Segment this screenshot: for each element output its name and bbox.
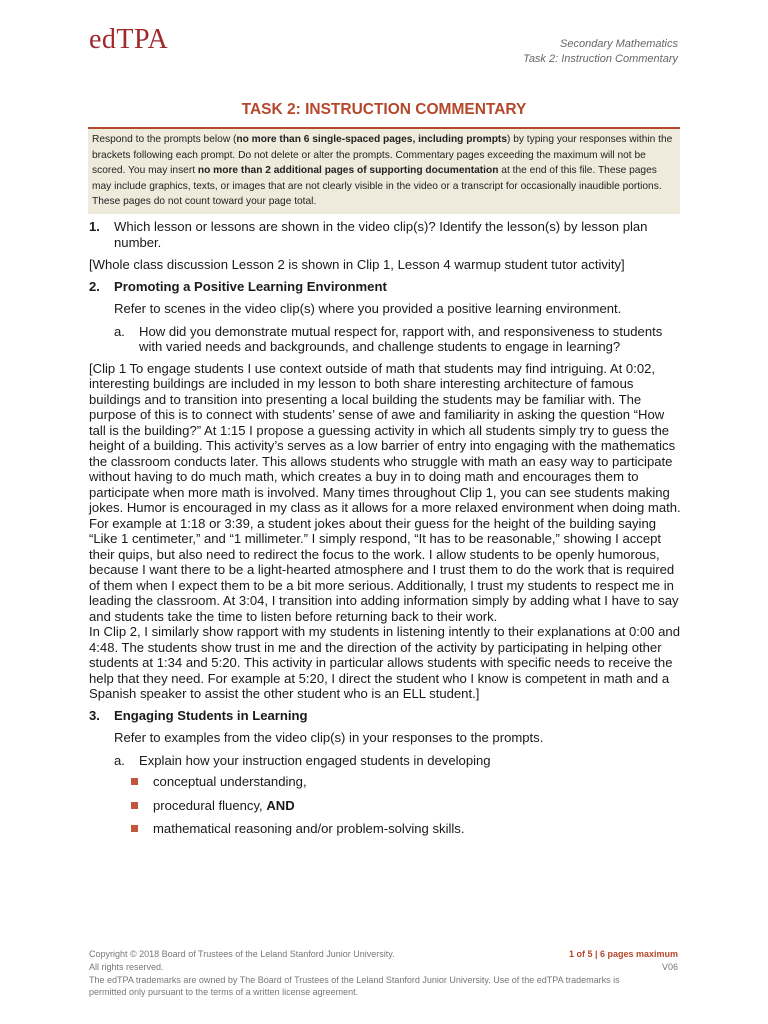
instructions-bold-2: no more than 2 additional pages of supporting documentation — [197, 165, 499, 176]
page-title: TASK 2: INSTRUCTION COMMENTARY — [241, 101, 527, 118]
square-bullet-icon — [131, 778, 138, 785]
bullet-text: procedural fluency, AND — [153, 797, 295, 813]
prompt-1 — [89, 219, 681, 250]
prompt-3a-text: Explain how your instruction engaged students in developing — [139, 752, 491, 768]
instructions-text-3: at the end of this file. These pages may include graphics, texts, or images that are not clearly visible in the video or a transcript for occasionally inaudible portions. These pages do not count toward your page total. — [92, 165, 662, 207]
document-header — [523, 37, 678, 67]
prompt-1-number: 1. — [89, 219, 100, 234]
prompt-3 — [89, 708, 681, 724]
prompt-3-number: 3. — [89, 707, 100, 723]
instructions-bold-1: no more than 6 single-spaced pages, including prompts — [236, 134, 507, 145]
square-bullet-icon — [131, 802, 138, 809]
prompt-2a — [89, 324, 681, 355]
footer-page-info — [569, 948, 678, 974]
prompt-3a-letter: a. — [114, 752, 125, 768]
version-label: V06 — [661, 961, 678, 972]
prompt-2-intro: Refer to scenes in the video clip(s) where you provided a positive learning environment. — [114, 301, 622, 316]
response-2 — [89, 361, 681, 702]
prompt-2-heading: Promoting a Positive Learning Environment — [114, 278, 387, 294]
footer-copyright — [89, 948, 649, 999]
response-1: [Whole class discussion Lesson 2 is shown in Clip 1, Lesson 4 warmup student tutor activity] — [89, 257, 625, 272]
edtpa-logo: edTPA — [89, 24, 169, 55]
bullet-text: mathematical reasoning and/or problem-solving skills. — [153, 821, 465, 836]
commentary-body — [89, 219, 681, 845]
prompt-3-heading: Engaging Students in Learning — [114, 707, 308, 723]
page-count: 1 of 5 | 6 pages maximum — [568, 949, 678, 959]
prompt-2-number: 2. — [89, 278, 100, 294]
instructions-box — [88, 129, 680, 214]
prompt-3a — [89, 753, 681, 769]
prompt-3a-bullet-list — [89, 774, 681, 837]
prompt-2 — [89, 279, 681, 295]
bullet-item — [131, 821, 681, 837]
header-subject: Secondary Mathematics — [560, 38, 678, 50]
response-2-paragraph-1: [Clip 1 To engage students I use context outside of math that students may find intriguing. At 0:02, interesting buildings are included in my lesson to both share interesting architecture of famous buildings and to transition into presenting a local building the students may be familiar with. The purpose of this is to connect with students’ sense of awe and familiarity in asking the question “How tall is the building?” At 1:15 I propose a guessing activity in which all students simply try to guess the height of a building. This activity’s serves as a low barrier of entry into engaging with the mathematics the classroom conducts later. This allows students who struggle with math an easy way to participate without having to do much math, which creates a buy in to doing math and encourages them to participate when more math is involved. Many times throughout Clip 1, you can see students making jokes. Humor is encouraged in my class as it allows for a more relaxed environment when doing math. For example at 1:18 or 3:39, a student jokes about their guess for the height of the building saying “Like 1 centimeter,” and “1 millimeter.” I simply respond, “It has to be reasonable,” showing I accept their quips, but also need to redirect the focus to the work. I allow students to be openly humorous, because I want there to be a light-hearted atmosphere and I trust them to do the work that is required of them when I expect them to be a bit more serious. Additionally, I trust my students to respect me in leading the classroom. At 3:04, I transition into adding information simply by adding what I have to say and students take the time to listen before returning back to their work. — [89, 360, 681, 624]
footer-rights-line: All rights reserved. — [89, 961, 164, 972]
prompt-3-intro: Refer to examples from the video clip(s) in your responses to the prompts. — [114, 730, 544, 745]
instructions-text-2: ) by typing your responses within the brackets following each prompt. Do not delete or alter the prompts. Commentary pages exceeding the maximum will not be scored. You may insert — [92, 134, 673, 176]
instructions-text-1: Respond to the prompts below ( — [92, 134, 237, 145]
prompt-1-text: Which lesson or lessons are shown in the video clip(s)? Identify the lesson(s) by lesson plan number. — [114, 219, 648, 250]
bullet-item — [131, 774, 681, 790]
prompt-2a-letter: a. — [114, 323, 125, 339]
footer-copyright-line: Copyright © 2018 Board of Trustees of the Leland Stanford Junior University. — [89, 949, 395, 959]
square-bullet-icon — [131, 825, 138, 832]
bullet-text: conceptual understanding, — [153, 774, 307, 789]
bullet-item — [131, 798, 681, 814]
response-2-paragraph-2: In Clip 2, I similarly show rapport with my students in listening intently to their explanations at 0:00 and 4:48. The students show trust in me and the direction of the activity by participating in helping other students at 1:34 and 5:20. This activity in particular allows students with specific needs to receive the help that they need. For example at 5:20, I direct the student who I know is competent in math and a Spanish speaker to assist the other student who is an ELL student.] — [89, 624, 680, 701]
header-task: Task 2: Instruction Commentary — [523, 53, 678, 65]
prompt-2a-text: How did you demonstrate mutual respect for, rapport with, and responsiveness to students with varied needs and backgrounds, and challenge students to engage in learning? — [139, 323, 663, 354]
footer-trademark-line: The edTPA trademarks are owned by The Board of Trustees of the Leland Stanford Junior University. Use of the edTPA trademarks is permitted only pursuant to the terms of a written license agreement. — [89, 974, 620, 998]
